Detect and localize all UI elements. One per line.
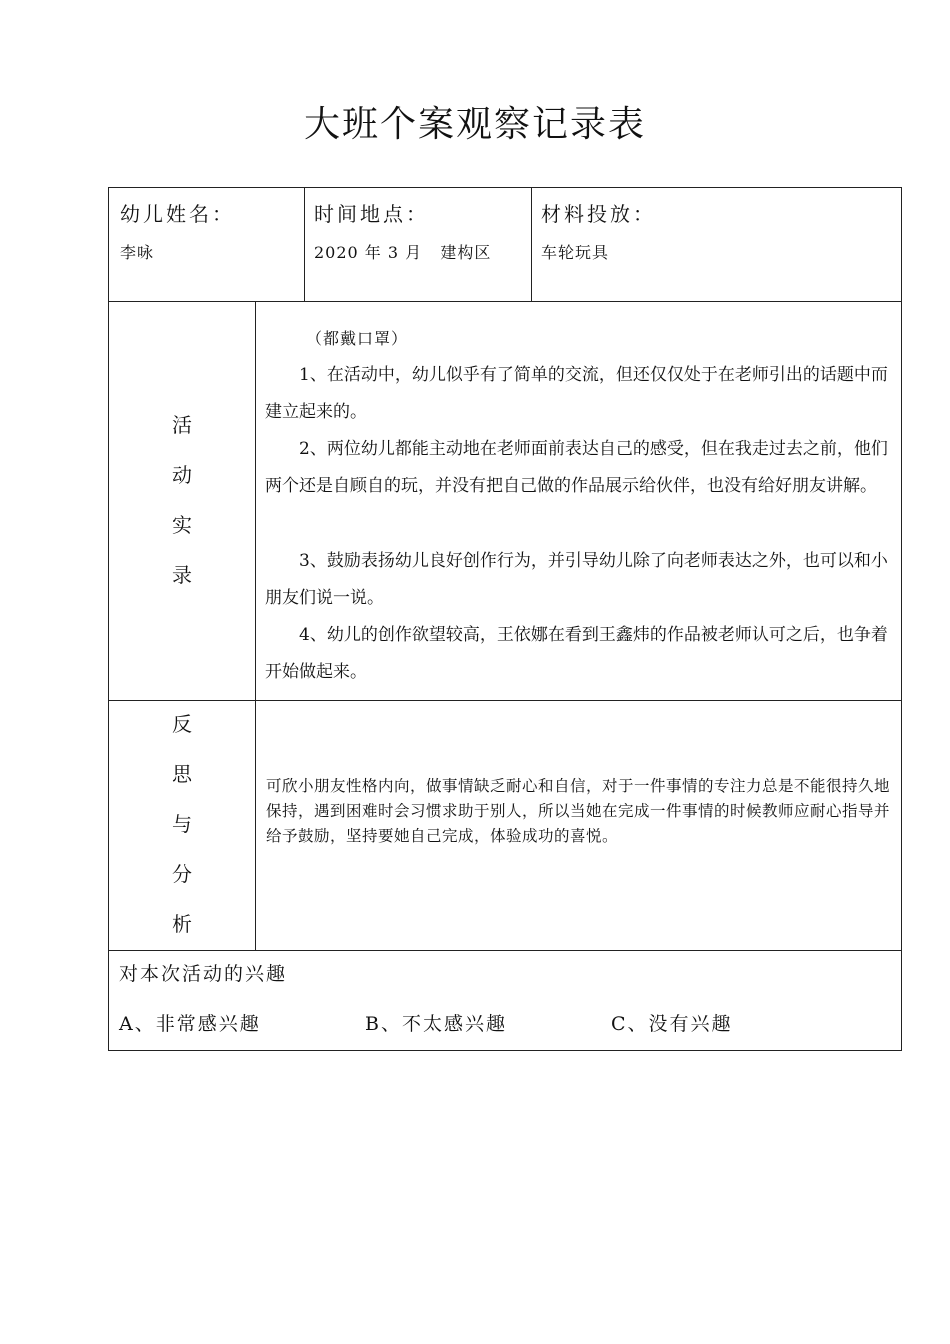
activity-side-label-char: 实: [172, 513, 192, 537]
material-value: 车轮玩具: [541, 243, 610, 262]
row-divider: [108, 301, 902, 302]
activity-note: （都戴口罩）: [306, 329, 409, 348]
reflection-text: 可欣小朋友性格内向，做事情缺乏耐心和自信，对于一件事情的专注力总是不能很持久地保持，遇到困难时会习惯求助于别人，所以当她在完成一件事情的时候教师应耐心指导并给予鼓励，坚持要她自己完成，体验成功的喜悦。: [266, 777, 891, 845]
column-divider: [531, 187, 532, 301]
reflection-side-label-char: 析: [172, 912, 192, 936]
column-divider: [255, 301, 256, 950]
activity-item: 3、鼓励表扬幼儿良好创作行为，并引导幼儿除了向老师表达之外，也可以和小朋友们说一说。: [265, 551, 888, 608]
activity-item: 1、在活动中，幼儿似乎有了简单的交流，但还仅仅处于在老师引出的话题中而建立起来的。: [265, 365, 888, 422]
time-place-label: 时间地点：: [314, 202, 429, 226]
child-name-label: 幼儿姓名：: [120, 202, 235, 226]
reflection-side-label-char: 反: [172, 712, 192, 736]
activity-side-label-char: 录: [172, 563, 192, 587]
activity-side-label-char: 活: [172, 413, 192, 437]
reflection-side-label-char: 分: [172, 862, 192, 886]
activity-side-label-char: 动: [172, 463, 192, 487]
activity-item: 4、幼儿的创作欲望较高，王依娜在看到王鑫炜的作品被老师认可之后，也争着开始做起来。: [265, 625, 888, 682]
material-label: 材料投放：: [541, 202, 656, 226]
interest-label: 对本次活动的兴趣: [119, 963, 288, 985]
interest-option-b: B、不太感兴趣: [365, 1013, 507, 1035]
column-divider: [304, 187, 305, 301]
time-place-value: 2020 年 3 月 建构区: [314, 243, 492, 262]
interest-option-c: C、没有兴趣: [611, 1013, 733, 1035]
interest-option-a: A、非常感兴趣: [119, 1013, 261, 1035]
row-divider: [108, 700, 902, 701]
activity-item: 2、两位幼儿都能主动地在老师面前表达自己的感受，但在我走过去之前，他们两个还是自顾自的玩，并没有把自己做的作品展示给伙伴，也没有给好朋友讲解。: [265, 439, 888, 496]
row-divider: [108, 950, 902, 951]
page-title: 大班个案观察记录表: [303, 104, 646, 145]
child-name-value: 李咏: [120, 243, 155, 262]
reflection-side-label-char: 与: [172, 812, 192, 836]
reflection-side-label-char: 思: [172, 762, 192, 786]
